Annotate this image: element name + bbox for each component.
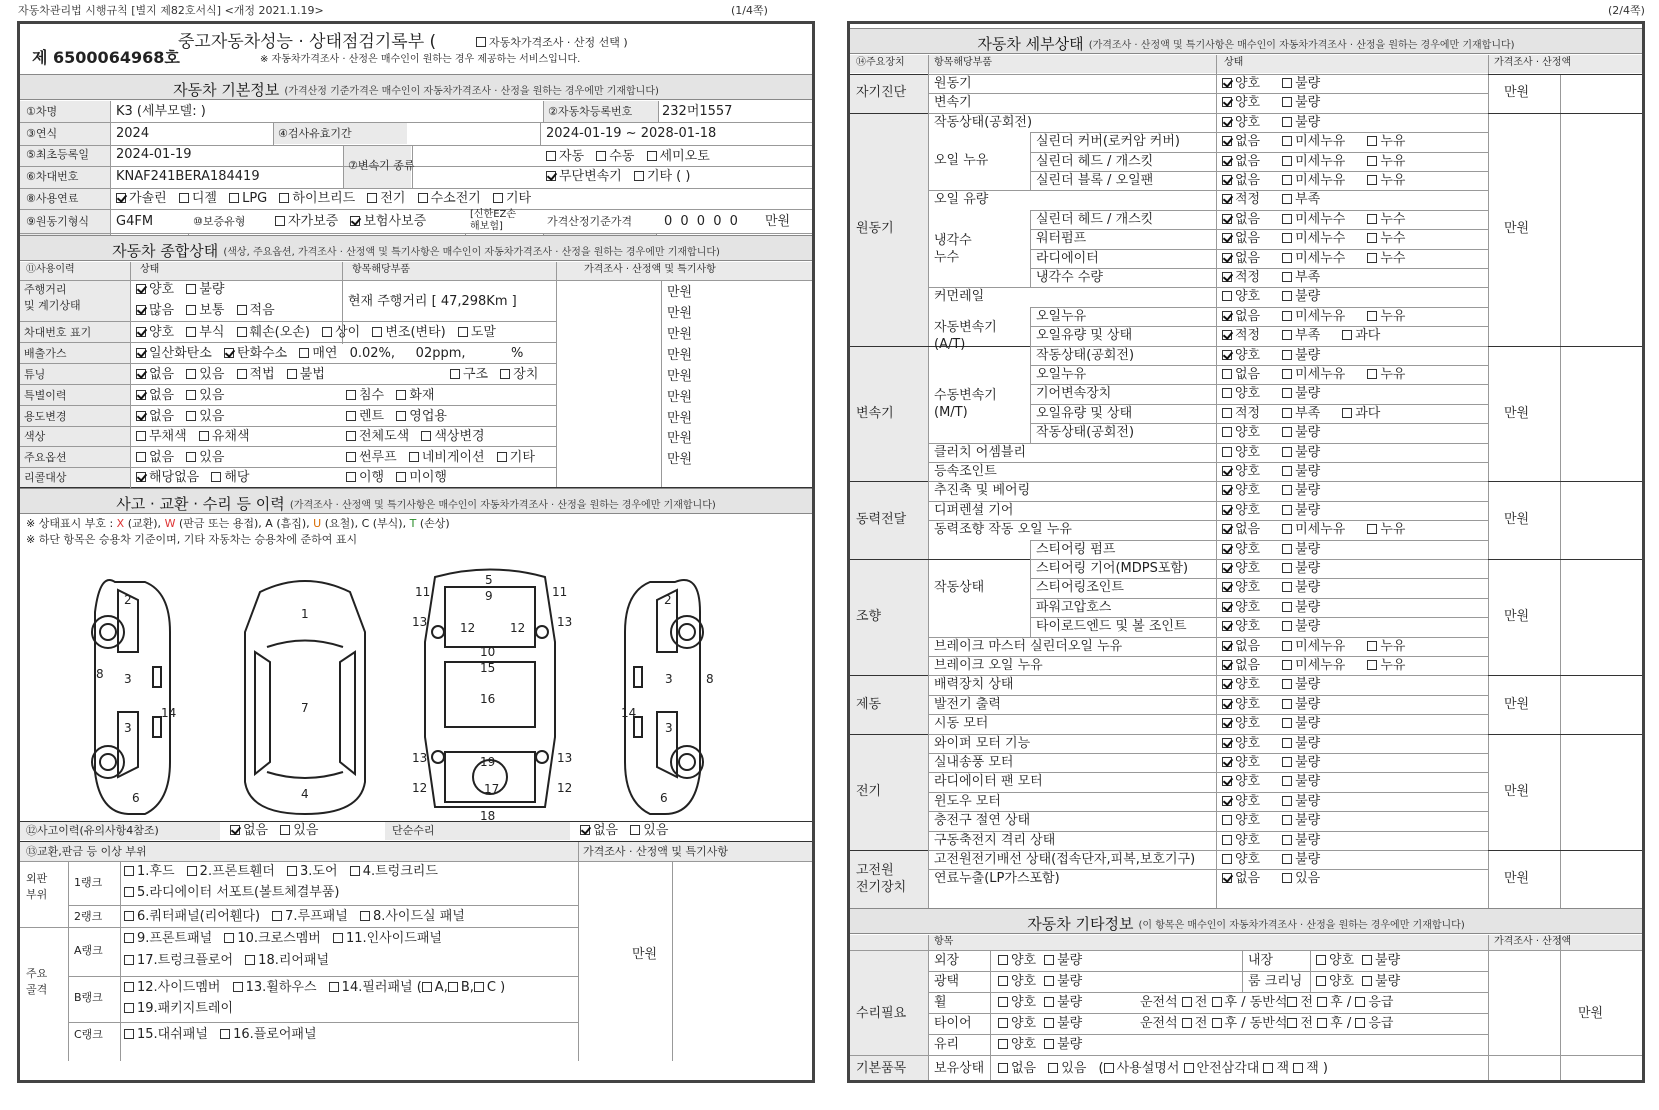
device-group-label: 원동기 — [856, 221, 894, 237]
svg-text:1: 1 — [301, 607, 309, 621]
detail-item-label: 구동축전지 격리 상태 — [934, 832, 1056, 848]
detail-item-label: 실린더 헤드 / 개스킷 — [1036, 153, 1154, 169]
year: 2024 — [116, 126, 150, 141]
svg-text:12: 12 — [510, 621, 526, 635]
subgroup-label: 자동변속기 — [934, 319, 997, 335]
label-first-reg: ⑤최초등록일 — [26, 148, 89, 161]
svg-text:16: 16 — [480, 692, 496, 706]
car-damage-diagram — [20, 552, 815, 820]
detail-item-label: 오일 유량 — [934, 192, 989, 208]
detail-item-label: 브레이크 마스터 실린더오일 누유 — [934, 638, 1123, 654]
checkbox[interactable] — [476, 37, 486, 47]
svg-text:3: 3 — [124, 721, 132, 735]
tuning-opts: 없음 있음 적법 불법 — [136, 368, 333, 381]
col-state: 상태 — [1224, 57, 1244, 68]
vin: KNAF241BERA184419 — [116, 169, 260, 184]
col-item: 항목해당부품 — [934, 57, 992, 68]
etc-room-opts: 양호 불량 — [1316, 975, 1408, 988]
detail-item-state: 양호 불량 — [1222, 543, 1342, 556]
detail-item-state: 없음 미세누유 누유 — [1222, 310, 1427, 323]
special-opts-2: 침수 화재 — [346, 389, 442, 402]
svg-text:6: 6 — [132, 791, 140, 805]
mileage-opts-a: 양호 불량 — [136, 283, 232, 296]
recall-opts: 해당없음 해당 — [136, 471, 258, 484]
svg-text:8: 8 — [96, 667, 104, 681]
etc-band: 자동차 기타정보 (이 항목은 매수인이 자동차가격조사 · 산정을 원하는 경우에만 기재합니다) — [850, 908, 1642, 934]
col-state: 상태 — [140, 264, 160, 275]
label-transmission: ⑦변속기 종류 — [348, 159, 415, 172]
rankA-parts-a: 9.프론트패널 10.크로스멤버 11.인사이드패널 — [124, 932, 450, 945]
valid-period: 2024-01-19 ~ 2028-01-18 — [546, 126, 717, 141]
rank-c: C랭크 — [74, 1028, 103, 1041]
svg-text:3: 3 — [665, 721, 673, 735]
detail-item-label: 디퍼렌셜 기어 — [934, 502, 1014, 518]
etc-tire-opts: 양호 불량 — [998, 1017, 1090, 1030]
price-unit: 만원 — [1504, 512, 1530, 528]
svg-text:7: 7 — [301, 701, 309, 715]
etc-outer: 외장 — [934, 953, 960, 968]
detail-item-label: 와이퍼 모터 기능 — [934, 735, 1031, 751]
detail-item-state: 양호 불량 — [1222, 581, 1342, 594]
symbol-legend: ※ 상태표시 부호 : X (교환), W (판금 또는 용접), A (흠집), U (요철), C (부식), T (손상) — [26, 517, 450, 530]
price-unit: 만원 — [1504, 85, 1530, 101]
rank-b: B랭크 — [74, 991, 103, 1004]
svg-text:11: 11 — [415, 585, 431, 599]
col-usage: ⑪사용이력 — [26, 264, 75, 275]
detail-item-state: 양호 불량 — [1222, 737, 1342, 750]
label-base-price: 가격산정기준가격 — [547, 215, 633, 228]
detail-item-state: 양호 불량 — [1222, 77, 1342, 90]
label-parts: ⑬교환,판금 등 이상 부위 — [26, 845, 147, 858]
device-group-label: 자기진단 — [856, 85, 907, 101]
price-unit: 만원 — [667, 306, 693, 321]
row-mileage-label-2: 및 계기상태 — [24, 299, 81, 312]
detail-item-state: 없음 미세누수 누수 — [1222, 232, 1427, 245]
accident-history-opts: 없음 있음 — [230, 824, 326, 837]
svg-text:12: 12 — [460, 621, 476, 635]
mileage-opts-b: 많음 보통 적음 — [136, 304, 283, 317]
row-emission: 배출가스 — [24, 347, 67, 360]
svg-text:11: 11 — [552, 585, 568, 599]
svg-text:9: 9 — [485, 589, 493, 603]
detail-item-label: 실린더 커버(로커암 커버) — [1036, 134, 1180, 150]
engine-type: G4FM — [116, 214, 154, 229]
label-car-name: ①차명 — [26, 105, 58, 118]
row-mileage-label: 주행거리 — [24, 283, 67, 296]
document-number: 제 6500064968호 — [32, 48, 180, 67]
svg-text:13: 13 — [412, 751, 428, 765]
page-number: (1/4쪽) — [731, 4, 768, 17]
detail-item-state: 없음 미세누유 누유 — [1222, 523, 1427, 536]
svg-text:13: 13 — [557, 751, 573, 765]
color-opts: 무채색 유채색 — [136, 430, 258, 443]
etc-wheel: 휠 — [934, 995, 947, 1010]
label-year: ③연식 — [26, 127, 58, 140]
etc-basic-label: 기본품목 — [856, 1061, 907, 1076]
device-group-label-2: 전기장치 — [856, 880, 907, 896]
form-reference: 자동차관리법 시행규칙 [별지 제82호서식] <개정 2021.1.19> — [18, 4, 324, 17]
price-unit: 만원 — [667, 452, 693, 467]
svg-text:15: 15 — [480, 661, 496, 675]
detail-item-label: 실내송풍 모터 — [934, 755, 1014, 770]
price-unit: 만원 — [667, 285, 693, 300]
etc-gloss: 광택 — [934, 974, 960, 989]
device-group-label: 조향 — [856, 609, 882, 625]
label-warranty: ⑩보증유형 — [193, 215, 246, 228]
etc-glass: 유리 — [934, 1037, 960, 1052]
detail-item-state: 양호 불량 — [1222, 349, 1342, 362]
price-unit: 만원 — [667, 369, 693, 384]
device-group-label: 변속기 — [856, 405, 894, 421]
svg-text:2: 2 — [124, 593, 132, 607]
rankA-parts-b: 17.트렁크플로어 18.리어패널 — [124, 954, 337, 967]
title-note: ※ 자동차가격조사 · 산정은 매수인이 원하는 경우 제공하는 서비스입니다. — [260, 54, 581, 65]
detail-item-state: 양호 불량 — [1222, 426, 1342, 439]
detail-item-state: 양호 불량 — [1222, 678, 1342, 691]
svg-text:14: 14 — [161, 706, 177, 720]
accident-band: 사고 · 교환 · 수리 등 이력 (가격조사 · 산정액 및 특기사항은 매수인이 자동차가격조사 · 산정을 원하는 경우에만 기재합니다) — [20, 488, 812, 514]
detail-item-state: 양호 불량 — [1222, 96, 1342, 109]
detail-item-label: 커먼레일 — [934, 289, 985, 305]
col-price: 가격조사 · 산정액 및 특기사항 — [584, 264, 716, 275]
warranty-note-1: [신한EZ손 — [470, 209, 517, 220]
base-price-digits: 0 0 0 0 0 — [664, 214, 740, 229]
reg-no: 232머1557 — [662, 104, 733, 119]
rank1-parts-a: 1.후드 2.프론트휀더 3.도어 4.트렁크리드 — [124, 865, 446, 878]
base-price-unit: 만원 — [765, 214, 791, 229]
etc-own: 보유상태 — [934, 1061, 985, 1076]
option-opts: 없음 있음 — [136, 451, 232, 464]
usage-opts-2: 렌트 영업용 — [346, 410, 455, 423]
svg-text:5: 5 — [485, 573, 493, 587]
detail-item-state: 없음 미세누수 누수 — [1222, 252, 1427, 265]
detail-item-state: 적정 부족 과다 — [1222, 407, 1402, 420]
detail-item-label: 작동상태(공회전) — [1036, 425, 1135, 441]
price-check-select[interactable]: 자동차가격조사 · 산정 선택 ) — [476, 37, 628, 48]
detail-band: 자동차 세부상태 (가격조사 · 산정액 및 특기사항은 매수인이 자동차가격조사 · 산정을 원하는 경우에만 기재합니다) — [850, 28, 1642, 54]
detail-item-label: 연료누출(LP가스포함) — [934, 871, 1060, 887]
price-unit: 만원 — [1504, 405, 1530, 421]
detail-item-label: 시동 모터 — [934, 716, 989, 732]
svg-text:13: 13 — [412, 615, 428, 629]
detail-item-state: 양호 불량 — [1222, 484, 1342, 497]
warranty-note-2: 해보험] — [470, 221, 503, 232]
label-accident-history: ⑫사고이력(유의사항4참조) — [26, 824, 159, 837]
detail-item-state: 양호 불량 — [1222, 387, 1342, 400]
detail-item-label: 냉각수 수량 — [1036, 270, 1103, 285]
row-usage-change: 용도변경 — [24, 410, 67, 423]
price-unit: 만원 — [1504, 696, 1530, 712]
page-number-2: (2/4쪽) — [1608, 4, 1645, 17]
parts-price-unit: 만원 — [632, 947, 658, 962]
subgroup-label: 오일 누유 — [934, 153, 989, 169]
subgroup-label-2: (A/T) — [934, 336, 966, 352]
detail-item-state: 적정 부족 과다 — [1222, 329, 1402, 342]
row-color: 색상 — [24, 430, 46, 443]
detail-item-label: 라디에이터 — [1036, 250, 1099, 266]
vin-opts: 양호 부식 훼손(오손) 상이 변조(변타) 도말 — [136, 326, 504, 339]
detail-item-label: 워터펌프 — [1036, 231, 1087, 247]
rankC-parts: 15.대쉬패널 16.플로어패널 — [124, 1028, 325, 1041]
detail-item-state: 없음 미세누유 누유 — [1222, 368, 1427, 381]
detail-item-label: 작동상태(공회전) — [1036, 347, 1135, 363]
color-opts-2: 전체도색 색상변경 — [346, 430, 493, 443]
etc-col-item: 항목 — [934, 936, 954, 947]
detail-item-state: 양호 불량 — [1222, 465, 1342, 478]
transmission-options-2: 무단변속기 기타 ( ) — [546, 170, 698, 183]
main-label-2: 골격 — [26, 983, 48, 996]
svg-text:14: 14 — [621, 706, 637, 720]
detail-item-state: 적정 부족 — [1222, 271, 1342, 284]
detail-item-label: 스티어링 펌프 — [1036, 541, 1116, 557]
etc-room: 룸 크리닝 — [1248, 974, 1303, 989]
col-price: 가격조사 · 산정액 — [1494, 57, 1572, 68]
rankB-parts-a: 12.사이드멤버 13.휠하우스 14.필러패널 ( A, B, C ) — [124, 981, 513, 994]
svg-text:19: 19 — [480, 755, 496, 769]
etc-wheel-pos: 운전석 전 후 / 동반석 전 후 / 응급 — [1140, 995, 1394, 1010]
detail-item-state: 없음 있음 — [1222, 872, 1342, 885]
col-parts: 항목해당부품 — [352, 264, 410, 275]
row-options: 주요옵션 — [24, 451, 67, 464]
detail-item-label: 실린더 블록 / 오일팬 — [1036, 173, 1154, 188]
price-unit: 만원 — [667, 348, 693, 363]
detail-item-label: 동력조향 작동 오일 누유 — [934, 522, 1072, 538]
detail-item-state: 없음 미세누수 누수 — [1222, 213, 1427, 226]
detail-item-label: 브레이크 오일 누유 — [934, 658, 1043, 673]
rank1-parts-b: 5.라디에이터 서포트(볼트체결부품) — [124, 886, 348, 899]
svg-text:10: 10 — [480, 645, 496, 659]
price-unit: 만원 — [667, 390, 693, 405]
detail-item-state: 없음 미세누유 누유 — [1222, 174, 1427, 187]
detail-item-label: 충전구 절연 상태 — [934, 813, 1031, 829]
detail-item-label: 등속조인트 — [934, 464, 997, 479]
device-group-label: 전기 — [856, 783, 882, 799]
detail-item-state: 양호 불량 — [1222, 717, 1342, 730]
detail-item-label: 클러치 어셈블리 — [934, 444, 1027, 460]
etc-col-price: 가격조사 · 산정액 — [1494, 936, 1572, 947]
detail-item-label: 윈도우 모터 — [934, 793, 1001, 809]
detail-item-state: 양호 불량 — [1222, 446, 1342, 459]
subgroup-label: 냉각수 — [934, 232, 972, 248]
etc-wheel-opts: 양호 불량 — [998, 996, 1090, 1009]
detail-item-state: 양호 불량 — [1222, 853, 1342, 866]
svg-text:12: 12 — [557, 781, 573, 795]
detail-item-label: 변속기 — [934, 95, 972, 111]
device-group-label: 제동 — [856, 696, 882, 712]
emission-opts: 일산화탄소 탄화수소 매연 0.02%, 02ppm, % — [136, 347, 523, 360]
detail-item-state: 양호 불량 — [1222, 756, 1342, 769]
detail-item-label: 스티어링 기어(MDPS포함) — [1036, 561, 1189, 576]
rank2-parts: 6.쿼터패널(리어휀다) 7.루프패널 8.사이드실 패널 — [124, 910, 473, 923]
usage-opts: 없음 있음 — [136, 410, 232, 423]
detail-item-state: 양호 불량 — [1222, 775, 1342, 788]
rankB-parts-b: 19.패키지트레이 — [124, 1002, 241, 1015]
etc-tire: 타이어 — [934, 1016, 972, 1031]
detail-item-state: 없음 미세누유 누유 — [1222, 155, 1427, 168]
svg-text:8: 8 — [706, 672, 714, 686]
transmission-options: 자동 수동 세미오토 — [546, 150, 718, 163]
detail-item-state: 양호 불량 — [1222, 290, 1342, 303]
simple-repair-opts: 없음 있음 — [580, 824, 676, 837]
detail-item-label: 추진축 및 베어링 — [934, 483, 1031, 499]
svg-text:18: 18 — [480, 809, 496, 820]
detail-item-state: 양호 불량 — [1222, 601, 1342, 614]
etc-own-opts: 없음 있음 ( 사용설명서 안전삼각대 잭 잭 ) — [998, 1062, 1328, 1075]
detail-item-state: 양호 불량 — [1222, 795, 1342, 808]
svg-text:6: 6 — [660, 791, 668, 805]
svg-text:12: 12 — [412, 781, 428, 795]
detail-item-state: 없음 미세누유 누유 — [1222, 659, 1427, 672]
overall-band: 자동차 종합상태 (색상, 주요옵션, 가격조사 · 산정액 및 특기사항은 매수인이 자동차가격조사 · 산정을 원하는 경우에만 기재합니다) — [20, 235, 812, 261]
label-reg-no: ②자동차등록번호 — [548, 105, 633, 118]
label-engine: ⑨원동기형식 — [26, 215, 89, 228]
svg-text:2: 2 — [664, 593, 672, 607]
tuning-opts-2: 구조 장치 — [450, 368, 546, 381]
detail-item-label: 파워고압호스 — [1036, 599, 1112, 615]
detail-item-state: 양호 불량 — [1222, 698, 1342, 711]
special-opts: 없음 있음 — [136, 389, 232, 402]
price-unit: 만원 — [667, 411, 693, 426]
current-mileage: 현재 주행거리 [ 47,298Km ] — [348, 294, 517, 309]
main-label-1: 주요 — [26, 967, 48, 980]
detail-item-label: 타이로드엔드 및 볼 조인트 — [1036, 619, 1187, 635]
price-unit: 만원 — [1504, 783, 1530, 799]
detail-item-label: 발전기 출력 — [934, 696, 1001, 712]
price-unit: 만원 — [667, 431, 693, 446]
subgroup-label: 수동변속기 — [934, 387, 997, 403]
diagram-note: ※ 하단 항목은 승용차 기준이며, 기타 자동차는 승용차에 준하여 표시 — [26, 533, 358, 546]
label-fuel: ⑧사용연료 — [26, 192, 79, 205]
label-simple-repair: 단순수리 — [392, 824, 435, 837]
price-unit: 만원 — [667, 327, 693, 342]
detail-item-label: 실린더 헤드 / 개스킷 — [1036, 211, 1154, 227]
fuel-options: 가솔린 디젤 LPG 하이브리드 전기 수소전기 기타 — [116, 192, 539, 205]
detail-item-label: 스티어링조인트 — [1036, 580, 1124, 596]
col-device: ⑭주요장치 — [856, 57, 905, 68]
etc-gloss-opts: 양호 불량 — [998, 975, 1090, 988]
rank-a: A랭크 — [74, 944, 103, 957]
subgroup-label: 작동상태 — [934, 580, 985, 596]
row-recall: 리콜대상 — [24, 471, 67, 484]
device-group-label: 동력전달 — [856, 512, 907, 528]
document-title: 중고자동차성능 · 상태점검기록부 ( — [178, 32, 437, 52]
rank-1: 1랭크 — [74, 876, 103, 889]
outer-label-2: 부위 — [26, 888, 48, 901]
outer-label-1: 외판 — [26, 872, 48, 885]
option-opts-2: 썬루프 네비게이션 기타 — [346, 451, 543, 464]
etc-outer-opts: 양호 불량 — [998, 954, 1090, 967]
warranty-options: 자가보증 보험사보증 — [275, 215, 434, 228]
label-vin: ⑥차대번호 — [26, 170, 79, 183]
detail-item-state: 양호 불량 — [1222, 562, 1342, 575]
etc-inner-opts: 양호 불량 — [1316, 954, 1408, 967]
etc-inner: 내장 — [1248, 953, 1274, 968]
detail-item-label: 오일누유 — [1036, 367, 1087, 382]
svg-text:17: 17 — [484, 782, 500, 796]
detail-item-label: 기어변속장치 — [1036, 386, 1112, 402]
detail-item-label: 고전원전기배선 상태(접속단자,피복,보호기구) — [934, 852, 1196, 867]
first-reg-date: 2024-01-19 — [116, 147, 192, 162]
detail-item-label: 원동기 — [934, 76, 972, 91]
detail-item-label: 작동상태(공회전) — [934, 114, 1033, 130]
etc-glass-opts: 양호 불량 — [998, 1038, 1090, 1051]
etc-tire-pos: 운전석 전 후 / 동반석 전 후 / 응급 — [1140, 1016, 1394, 1031]
page-1 — [17, 21, 815, 1083]
subgroup-label-2: (M/T) — [934, 404, 968, 420]
price-unit: 만원 — [1504, 871, 1530, 887]
detail-item-state: 양호 불량 — [1222, 116, 1342, 129]
subgroup-label-2: 누수 — [934, 249, 960, 265]
device-group-label: 고전원 — [856, 863, 894, 879]
etc-price-unit: 만원 — [1578, 1006, 1604, 1021]
detail-item-label: 오일유량 및 상태 — [1036, 405, 1133, 421]
row-vin-mark: 차대번호 표기 — [24, 326, 92, 339]
rank-2: 2랭크 — [74, 910, 103, 923]
detail-item-label: 배력장치 상태 — [934, 677, 1014, 693]
svg-text:4: 4 — [301, 787, 309, 801]
row-tuning: 튜닝 — [24, 368, 46, 381]
svg-text:3: 3 — [124, 672, 132, 686]
detail-item-state: 양호 불량 — [1222, 814, 1342, 827]
price-unit: 만원 — [1504, 609, 1530, 625]
detail-item-label: 오일유량 및 상태 — [1036, 328, 1133, 344]
detail-item-state: 양호 불량 — [1222, 504, 1342, 517]
detail-item-state: 없음 미세누유 누유 — [1222, 135, 1427, 148]
label-valid: ④검사유효기간 — [278, 127, 352, 140]
price-unit: 만원 — [1504, 221, 1530, 237]
detail-item-state: 적정 부족 — [1222, 193, 1342, 206]
detail-item-label: 라디에이터 팬 모터 — [934, 774, 1043, 790]
row-special: 특별이력 — [24, 389, 67, 402]
car-name: K3 (세부모델: ) — [116, 104, 206, 119]
detail-item-state: 없음 미세누유 누유 — [1222, 640, 1427, 653]
detail-item-state: 양호 불량 — [1222, 834, 1342, 847]
detail-item-label: 오일누유 — [1036, 308, 1087, 324]
label-parts-price: 가격조사 · 산정액 및 특기사항 — [583, 845, 728, 858]
recall-opts-2: 이행 미이행 — [346, 471, 455, 484]
detail-item-state: 양호 불량 — [1222, 620, 1342, 633]
svg-text:13: 13 — [557, 615, 573, 629]
page-2 — [847, 21, 1645, 1083]
etc-repair-label: 수리필요 — [856, 1006, 907, 1021]
svg-text:3: 3 — [665, 672, 673, 686]
basic-info-band: 자동차 기본정보 (가격산정 기준가격은 매수인이 자동차가격조사 · 산정을 원하는 경우에만 기재합니다) — [20, 74, 812, 100]
